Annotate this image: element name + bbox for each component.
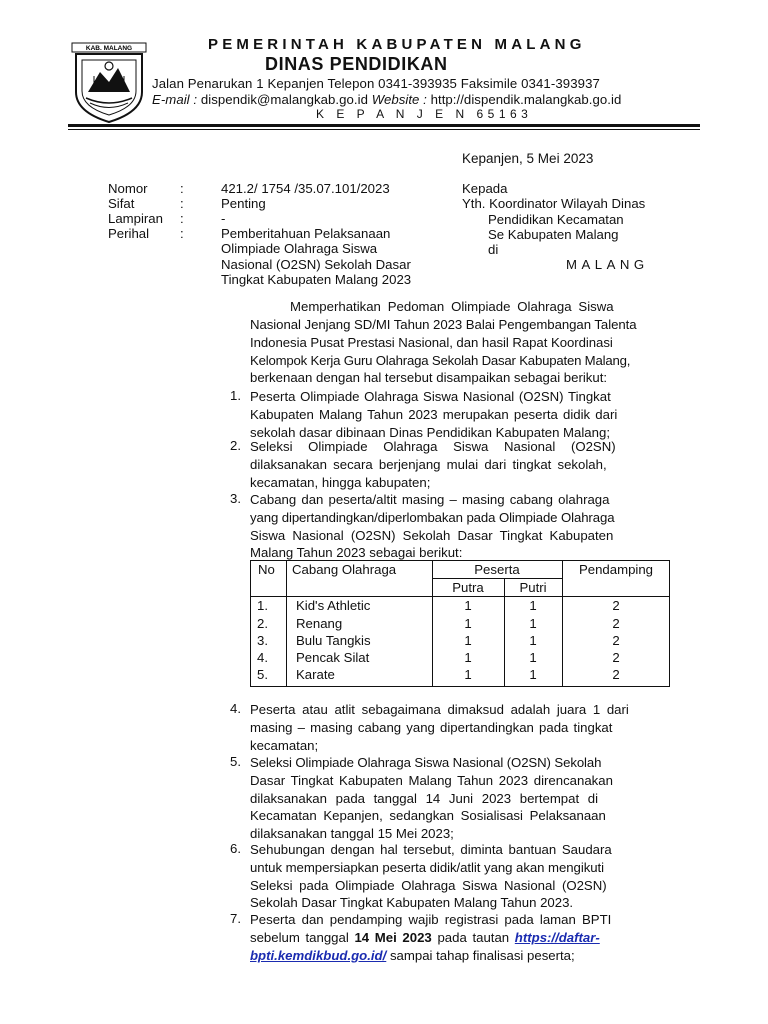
table-cell-putra: 1 xyxy=(464,667,472,682)
addressee-line: Pendidikan Kecamatan xyxy=(488,211,624,227)
letter-date: Kepanjen, 5 Mei 2023 xyxy=(462,151,594,166)
item-number: 1. xyxy=(230,388,241,403)
department-name: DINAS PENDIDIKAN xyxy=(265,54,448,74)
table-cell-cabang: Kid's Athletic xyxy=(296,598,371,613)
intro-paragraph xyxy=(250,298,670,316)
table-cell-putra: 1 xyxy=(464,650,472,665)
item-number: 6. xyxy=(230,841,241,856)
table-cell-pendamping: 2 xyxy=(612,598,620,613)
item-line: kecamatan; xyxy=(250,737,319,753)
text-before-date: sebelum tanggal xyxy=(250,929,349,945)
item-line: Kabupaten Malang Tahun 2023 merupakan peserta didik dari xyxy=(250,406,618,422)
item-5 xyxy=(250,754,670,843)
addressee-block xyxy=(462,181,649,273)
sport-table xyxy=(250,560,670,686)
table-header-pendamping: Pendamping xyxy=(578,562,654,577)
intro-line: berkenaan dengan hal tersebut disampaikan sebagai berikut: xyxy=(250,370,608,386)
table-cell-cabang: Bulu Tangkis xyxy=(296,633,371,648)
website-label: Website : xyxy=(371,92,427,107)
item-line: Kecamatan Kepanjen, sedangkan Sosialisasi Pelaksanaan xyxy=(250,808,606,824)
item-line-tail: sampai tahap finalisasi peserta; xyxy=(386,947,575,963)
item-line: Dasar Tingkat Kabupaten Malang Tahun 2023 direncanakan xyxy=(250,772,613,788)
table-cell-no: 2. xyxy=(257,616,268,631)
office-address: Jalan Penarukan 1 Kepanjen Telepon 0341-393935 Faksimile 0341-393937 xyxy=(152,76,600,91)
meta-value: 421.2/ 1754 /35.07.101/2023 xyxy=(221,181,390,196)
table-border xyxy=(250,560,251,687)
item-line: dilaksanakan tanggal 15 Mei 2023; xyxy=(250,826,454,842)
table-header-cabang: Cabang Olahraga xyxy=(292,562,397,577)
perihal-line: Pemberitahuan Pelaksanaan xyxy=(221,226,391,241)
item-7 xyxy=(250,911,670,964)
table-border xyxy=(250,560,670,561)
email-address[interactable]: dispendik@malangkab.go.id xyxy=(200,92,368,107)
letterhead-rule xyxy=(68,124,700,127)
item-number: 7. xyxy=(230,911,241,926)
text-before-link: pada tautan xyxy=(437,929,510,945)
item-line: dilaksanakan pada tanggal 14 Juni 2023 bertempat di xyxy=(250,790,599,806)
table-cell-putra: 1 xyxy=(464,633,472,648)
meta-colon: : xyxy=(180,211,184,226)
addressee-kepada: Kepada xyxy=(462,181,508,196)
item-line: untuk mempersiapkan peserta didik/atlit yang akan mengikuti xyxy=(250,859,605,875)
meta-colon: : xyxy=(180,226,184,241)
item-line: Sehubungan dengan hal tersebut, diminta bantuan Saudara xyxy=(250,842,612,857)
item-line: Seleksi pada Olimpiade Olahraga Siswa Nasional (O2SN) xyxy=(250,877,607,893)
table-border xyxy=(286,560,287,687)
item-line: Peserta Olimpiade Olahraga Siswa Nasional (O2SN) Tingkat xyxy=(250,389,611,404)
table-header-no: No xyxy=(258,562,275,577)
meta-label: Perihal xyxy=(108,226,150,241)
email-label: E-mail : xyxy=(152,92,198,107)
item-4 xyxy=(250,701,670,754)
meta-label: Sifat xyxy=(108,196,135,211)
deadline-date: 14 Mei 2023 xyxy=(354,929,432,945)
intro-line: Kelompok Kerja Guru Olahraga Sekolah Dasar Kabupaten Malang, xyxy=(250,352,631,368)
table-cell-no: 1. xyxy=(257,598,268,613)
addressee-line: Yth. Koordinator Wilayah Dinas xyxy=(462,196,646,212)
table-header-peserta: Peserta xyxy=(474,562,520,577)
regency-logo xyxy=(70,42,148,124)
table-cell-pendamping: 2 xyxy=(612,616,620,631)
intro-line: Nasional Jenjang SD/MI Tahun 2023 Balai Pengembangan Talenta xyxy=(250,317,637,332)
meta-label: Lampiran xyxy=(108,211,163,226)
letterhead-rule-thin xyxy=(68,129,700,130)
item-line: dilaksanakan secara berjenjang mulai dari tingkat sekolah, xyxy=(250,456,607,472)
item-number: 5. xyxy=(230,754,241,769)
table-cell-putra: 1 xyxy=(464,616,472,631)
perihal-line: Olimpiade Olahraga Siswa xyxy=(221,241,378,257)
item-6 xyxy=(250,841,670,912)
item-2 xyxy=(250,438,670,491)
item-line: yang dipertandingkan/diperlombakan pada Olimpiade Olahraga xyxy=(250,509,615,525)
item-line: kecamatan, hingga kabupaten; xyxy=(250,474,431,490)
meta-value: - xyxy=(221,211,226,226)
item-number: 4. xyxy=(230,701,241,716)
table-cell-pendamping: 2 xyxy=(612,650,620,665)
meta-value xyxy=(221,226,411,287)
intro-line: Memperhatikan Pedoman Olimpiade Olahraga Siswa xyxy=(290,299,614,314)
intro-paragraph-rest xyxy=(250,316,670,387)
item-line: Malang Tahun 2023 sebagai berikut: xyxy=(250,545,463,561)
intro-line: Indonesia Pusat Prestasi Nasional, dan hasil Rapat Koordinasi xyxy=(250,334,613,350)
registration-link[interactable]: https://daftar- xyxy=(514,929,600,945)
item-line: Peserta dan pendamping wajib registrasi pada laman BPTI xyxy=(250,912,612,927)
table-cell-no: 3. xyxy=(257,633,268,648)
registration-link-cont[interactable]: bpti.kemdikbud.go.id/ xyxy=(250,947,387,963)
table-cell-putra: 1 xyxy=(464,598,472,613)
contact-line xyxy=(152,92,621,107)
item-number: 3. xyxy=(230,491,241,506)
perihal-line: Nasional (O2SN) Sekolah Dasar xyxy=(221,256,411,272)
table-cell-pendamping: 2 xyxy=(612,633,620,648)
table-header-putri: Putri xyxy=(519,580,547,595)
table-border xyxy=(250,596,670,597)
city-postal-code: K E P A N J E N 65163 xyxy=(316,107,533,121)
item-line: Cabang dan peserta/altit masing – masing cabang olahraga xyxy=(250,492,610,507)
table-cell-cabang: Pencak Silat xyxy=(296,650,370,665)
website-url[interactable]: http://dispendik.malangkab.go.id xyxy=(430,92,622,107)
addressee-line: Se Kabupaten Malang xyxy=(488,226,619,242)
item-line: Seleksi Olimpiade Olahraga Siswa Nasional (O2SN) Sekolah xyxy=(250,755,602,770)
item-number: 2. xyxy=(230,438,241,453)
table-header-putra: Putra xyxy=(452,580,484,595)
logo-text: KAB. MALANG xyxy=(85,45,133,52)
meta-value: Penting xyxy=(221,196,266,211)
government-name: PEMERINTAH KABUPATEN MALANG xyxy=(208,36,586,53)
item-3 xyxy=(250,491,670,562)
addressee-city: MALANG xyxy=(566,257,649,273)
table-cell-no: 5. xyxy=(257,667,268,682)
table-border xyxy=(432,578,562,579)
meta-colon: : xyxy=(180,181,184,196)
table-cell-putri: 1 xyxy=(529,598,537,613)
item-line: masing – masing cabang yang dipertandingkan pada tingkat xyxy=(250,719,613,735)
item-line: Siswa Nasional (O2SN) Sekolah Dasar Tingkat Kabupaten xyxy=(250,527,614,543)
table-cell-putri: 1 xyxy=(529,633,537,648)
item-line-registration xyxy=(250,929,670,947)
table-cell-putri: 1 xyxy=(529,616,537,631)
item-1 xyxy=(250,388,670,441)
addressee-line: di xyxy=(488,242,499,258)
item-line: Sekolah Dasar Tingkat Kabupaten Malang Tahun 2023. xyxy=(250,895,574,911)
table-cell-putri: 1 xyxy=(529,667,537,682)
table-border xyxy=(250,686,670,687)
table-cell-putri: 1 xyxy=(529,650,537,665)
meta-label: Nomor xyxy=(108,181,148,196)
table-cell-cabang: Karate xyxy=(296,667,335,682)
table-cell-no: 4. xyxy=(257,650,268,665)
perihal-line: Tingkat Kabupaten Malang 2023 xyxy=(221,271,412,287)
meta-colon: : xyxy=(180,196,184,211)
item-line: Seleksi Olimpiade Olahraga Siswa Nasional (O2SN) xyxy=(250,439,616,454)
table-cell-pendamping: 2 xyxy=(612,667,620,682)
item-line-link-cont xyxy=(250,947,670,965)
table-cell-cabang: Renang xyxy=(296,616,343,631)
item-line: sekolah dasar dibinaan Dinas Pendidikan Kabupaten Malang; xyxy=(250,424,610,440)
item-line: Peserta atau atlit sebagaimana dimaksud adalah juara 1 dari xyxy=(250,702,629,717)
